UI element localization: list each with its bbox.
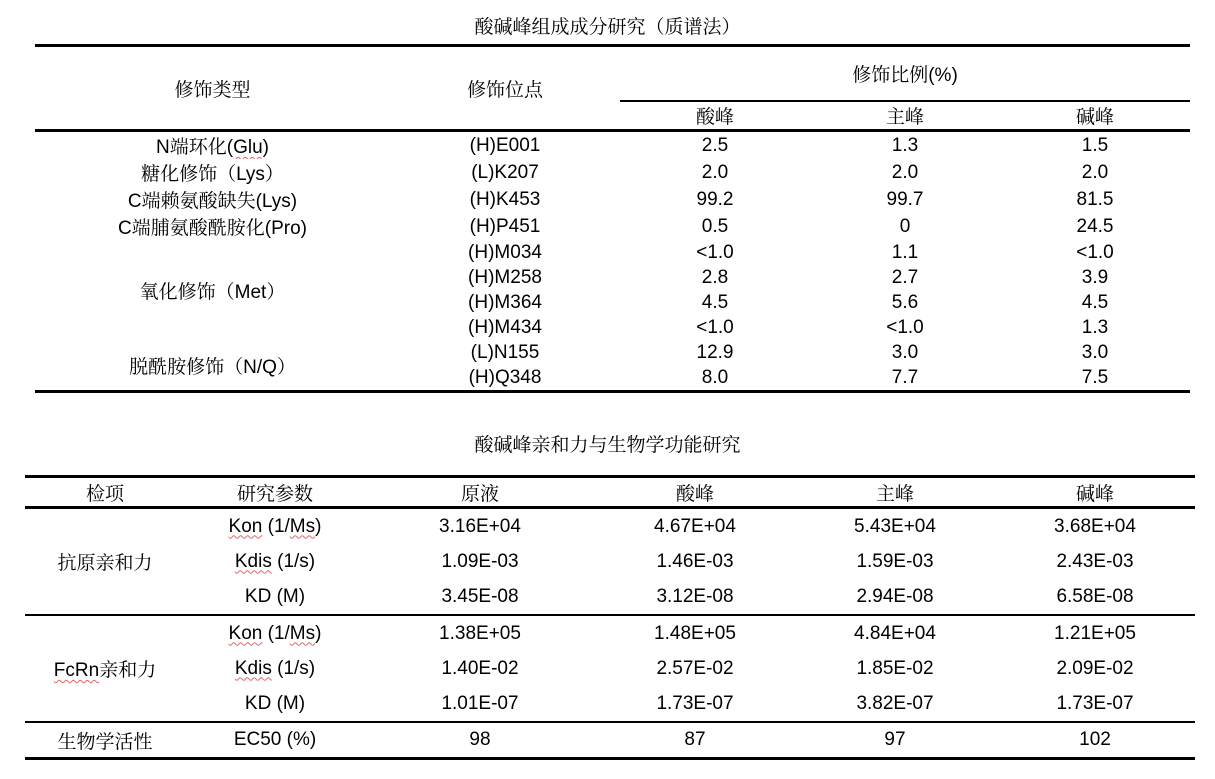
result-value-cell: 1.59E-03 <box>856 550 934 572</box>
result-value-cell: 2.09E-02 <box>1056 657 1134 679</box>
result-value-cell: 4.67E+04 <box>654 515 736 537</box>
table-row <box>25 544 1195 579</box>
t1-subheader-main-peak: 主峰 <box>810 101 1000 131</box>
study-parameter-cell: Kdis (1/s) <box>234 550 316 572</box>
modification-site-cell: (L)N155 <box>470 341 540 363</box>
result-value-cell: 2.94E-08 <box>856 585 934 607</box>
t2-header-col-5: 碱峰 <box>995 477 1195 508</box>
result-value-cell: 1.21E+05 <box>1054 622 1136 644</box>
result-value-cell: 98 <box>469 729 491 750</box>
ratio-value-cell: 2.0 <box>701 161 729 183</box>
t2-header-col-0: 检项 <box>25 477 185 508</box>
result-value-cell: 2.43E-03 <box>1056 550 1134 572</box>
study-parameter-cell: Kon (1/Ms) <box>228 622 322 644</box>
ratio-value-cell: 5.6 <box>891 291 919 313</box>
result-value-cell: 1.38E+05 <box>439 622 521 644</box>
result-value-cell: 3.82E-07 <box>856 692 934 714</box>
result-value-cell: 2.57E-02 <box>656 657 734 679</box>
ratio-value-cell: 3.9 <box>1081 266 1109 288</box>
table2-section <box>25 508 1195 616</box>
result-value-cell: 5.43E+04 <box>854 515 936 537</box>
ratio-value-cell: <1.0 <box>696 316 734 338</box>
modification-type-cell: 糖化修饰（Lys） <box>141 164 284 185</box>
ratio-value-cell: 8.0 <box>701 366 729 388</box>
table-row <box>35 213 1190 240</box>
t2-header-col-3: 酸峰 <box>595 477 795 508</box>
spellcheck-squiggle: Kon <box>228 515 263 537</box>
modification-type-cell: C端赖氨酸缺失(Lys) <box>127 191 298 212</box>
result-value-cell: 87 <box>684 729 706 750</box>
modification-type-cell: 氧化修饰（Met） <box>139 281 286 303</box>
t1-header-modification-site: 修饰位点 <box>390 46 620 131</box>
table2-section <box>25 615 1195 722</box>
ratio-value-cell: 1.3 <box>891 134 919 156</box>
ratio-value-cell: <1.0 <box>886 316 924 338</box>
t1-subheader-base-peak: 碱峰 <box>1000 101 1190 131</box>
result-value-cell: 1.73E-07 <box>656 692 734 714</box>
t1-header-ratio-group: 修饰比例(%) <box>620 46 1190 102</box>
t2-header-col-2: 原液 <box>365 477 595 508</box>
result-value-cell: 1.09E-03 <box>441 550 519 572</box>
result-value-cell: 1.48E+05 <box>654 622 736 644</box>
ratio-value-cell: 2.0 <box>1081 161 1109 183</box>
affinity-function-table <box>25 475 1195 760</box>
ratio-value-cell: 99.2 <box>696 188 734 210</box>
spellcheck-squiggle: Ms <box>289 515 316 537</box>
modification-site-cell: (L)K207 <box>471 161 539 183</box>
test-item-cell: 抗原亲和力 <box>57 553 153 574</box>
t2-header-col-4: 主峰 <box>795 477 995 508</box>
result-value-cell: 97 <box>884 729 906 750</box>
modification-type-cell: 脱酰胺修饰（N/Q） <box>129 356 296 378</box>
modification-site-cell: (H)Q348 <box>468 366 542 388</box>
table-row <box>35 159 1190 186</box>
modification-site-cell: (H)M034 <box>468 241 542 263</box>
table-row <box>25 686 1195 722</box>
table-row <box>25 651 1195 686</box>
modification-site-cell: (H)E001 <box>469 134 541 156</box>
result-value-cell: 1.73E-07 <box>1056 692 1134 714</box>
table-row <box>35 240 1190 265</box>
study-parameter-cell: Kon (1/Ms) <box>228 515 322 537</box>
spellcheck-squiggle: Kdis <box>234 657 272 679</box>
ratio-value-cell: 7.7 <box>891 366 919 388</box>
ratio-value-cell: 1.5 <box>1081 134 1109 156</box>
table-row <box>25 722 1195 759</box>
ratio-value-cell: 0 <box>899 215 911 237</box>
table2-header-row <box>25 477 1195 508</box>
modification-composition-table <box>35 44 1190 393</box>
result-value-cell: 1.40E-02 <box>441 657 519 679</box>
table-row <box>25 615 1195 651</box>
ratio-value-cell: 99.7 <box>886 188 924 210</box>
modification-site-cell: (H)K453 <box>469 188 541 210</box>
study-parameter-cell: KD (M) <box>244 585 306 607</box>
spellcheck-squiggle: Kon <box>228 622 263 644</box>
table-row <box>35 186 1190 213</box>
ratio-value-cell: 2.0 <box>891 161 919 183</box>
ratio-value-cell: 3.0 <box>1081 341 1109 363</box>
table2-section <box>25 722 1195 759</box>
ratio-value-cell: 4.5 <box>701 291 729 313</box>
result-value-cell: 3.16E+04 <box>439 515 521 537</box>
spellcheck-squiggle: Kdis <box>234 550 272 572</box>
ratio-value-cell: 2.8 <box>701 266 729 288</box>
modification-site-cell: (H)M364 <box>468 291 542 313</box>
result-value-cell: 3.68E+04 <box>1054 515 1136 537</box>
test-item-cell: FcRn亲和力 <box>53 660 157 681</box>
result-value-cell: 1.01E-07 <box>441 692 519 714</box>
ratio-value-cell: 81.5 <box>1076 188 1114 210</box>
table-row <box>35 131 1190 160</box>
table1-title: 酸碱峰组成成分研究（质谱法） <box>474 17 741 38</box>
ratio-value-cell: 12.9 <box>696 341 734 363</box>
result-value-cell: 1.85E-02 <box>856 657 934 679</box>
ratio-value-cell: 1.3 <box>1081 316 1109 338</box>
ratio-value-cell: <1.0 <box>1076 241 1114 263</box>
result-value-cell: 4.84E+04 <box>854 622 936 644</box>
study-parameter-cell: EC50 (%) <box>233 729 317 750</box>
spellcheck-squiggle: Glu <box>233 137 263 158</box>
table-row <box>25 579 1195 615</box>
table2-title: 酸碱峰亲和力与生物学功能研究 <box>474 435 741 456</box>
ratio-value-cell: 1.1 <box>891 241 919 263</box>
t2-header-col-1: 研究参数 <box>185 477 365 508</box>
test-item-cell: 生物学活性 <box>57 731 153 753</box>
spellcheck-squiggle: FcRn <box>53 660 100 681</box>
ratio-value-cell: 7.5 <box>1081 366 1109 388</box>
modification-site-cell: (H)M434 <box>468 316 542 338</box>
table-row <box>35 340 1190 365</box>
ratio-value-cell: 3.0 <box>891 341 919 363</box>
modification-type-cell: N端环化(Glu) <box>156 137 269 158</box>
result-value-cell: 3.12E-08 <box>656 585 734 607</box>
spellcheck-squiggle: Ms <box>289 622 316 644</box>
study-parameter-cell: KD (M) <box>244 692 306 714</box>
ratio-value-cell: 2.5 <box>701 134 729 156</box>
result-value-cell: 1.46E-03 <box>656 550 734 572</box>
table-row <box>25 508 1195 545</box>
t1-header-modification-type: 修饰类型 <box>35 46 390 131</box>
t1-subheader-acid-peak: 酸峰 <box>620 101 810 131</box>
ratio-value-cell: 4.5 <box>1081 291 1109 313</box>
ratio-value-cell: 0.5 <box>701 215 729 237</box>
modification-type-cell: C端脯氨酸酰胺化(Pro) <box>118 218 307 239</box>
ratio-value-cell: 24.5 <box>1076 215 1114 237</box>
table1-header-row <box>35 46 1190 102</box>
result-value-cell: 102 <box>1079 729 1111 750</box>
result-value-cell: 3.45E-08 <box>441 585 519 607</box>
ratio-value-cell: <1.0 <box>696 241 734 263</box>
modification-site-cell: (H)P451 <box>469 215 541 237</box>
result-value-cell: 6.58E-08 <box>1056 585 1134 607</box>
study-parameter-cell: Kdis (1/s) <box>234 657 316 679</box>
modification-site-cell: (H)M258 <box>468 266 542 288</box>
ratio-value-cell: 2.7 <box>891 266 919 288</box>
